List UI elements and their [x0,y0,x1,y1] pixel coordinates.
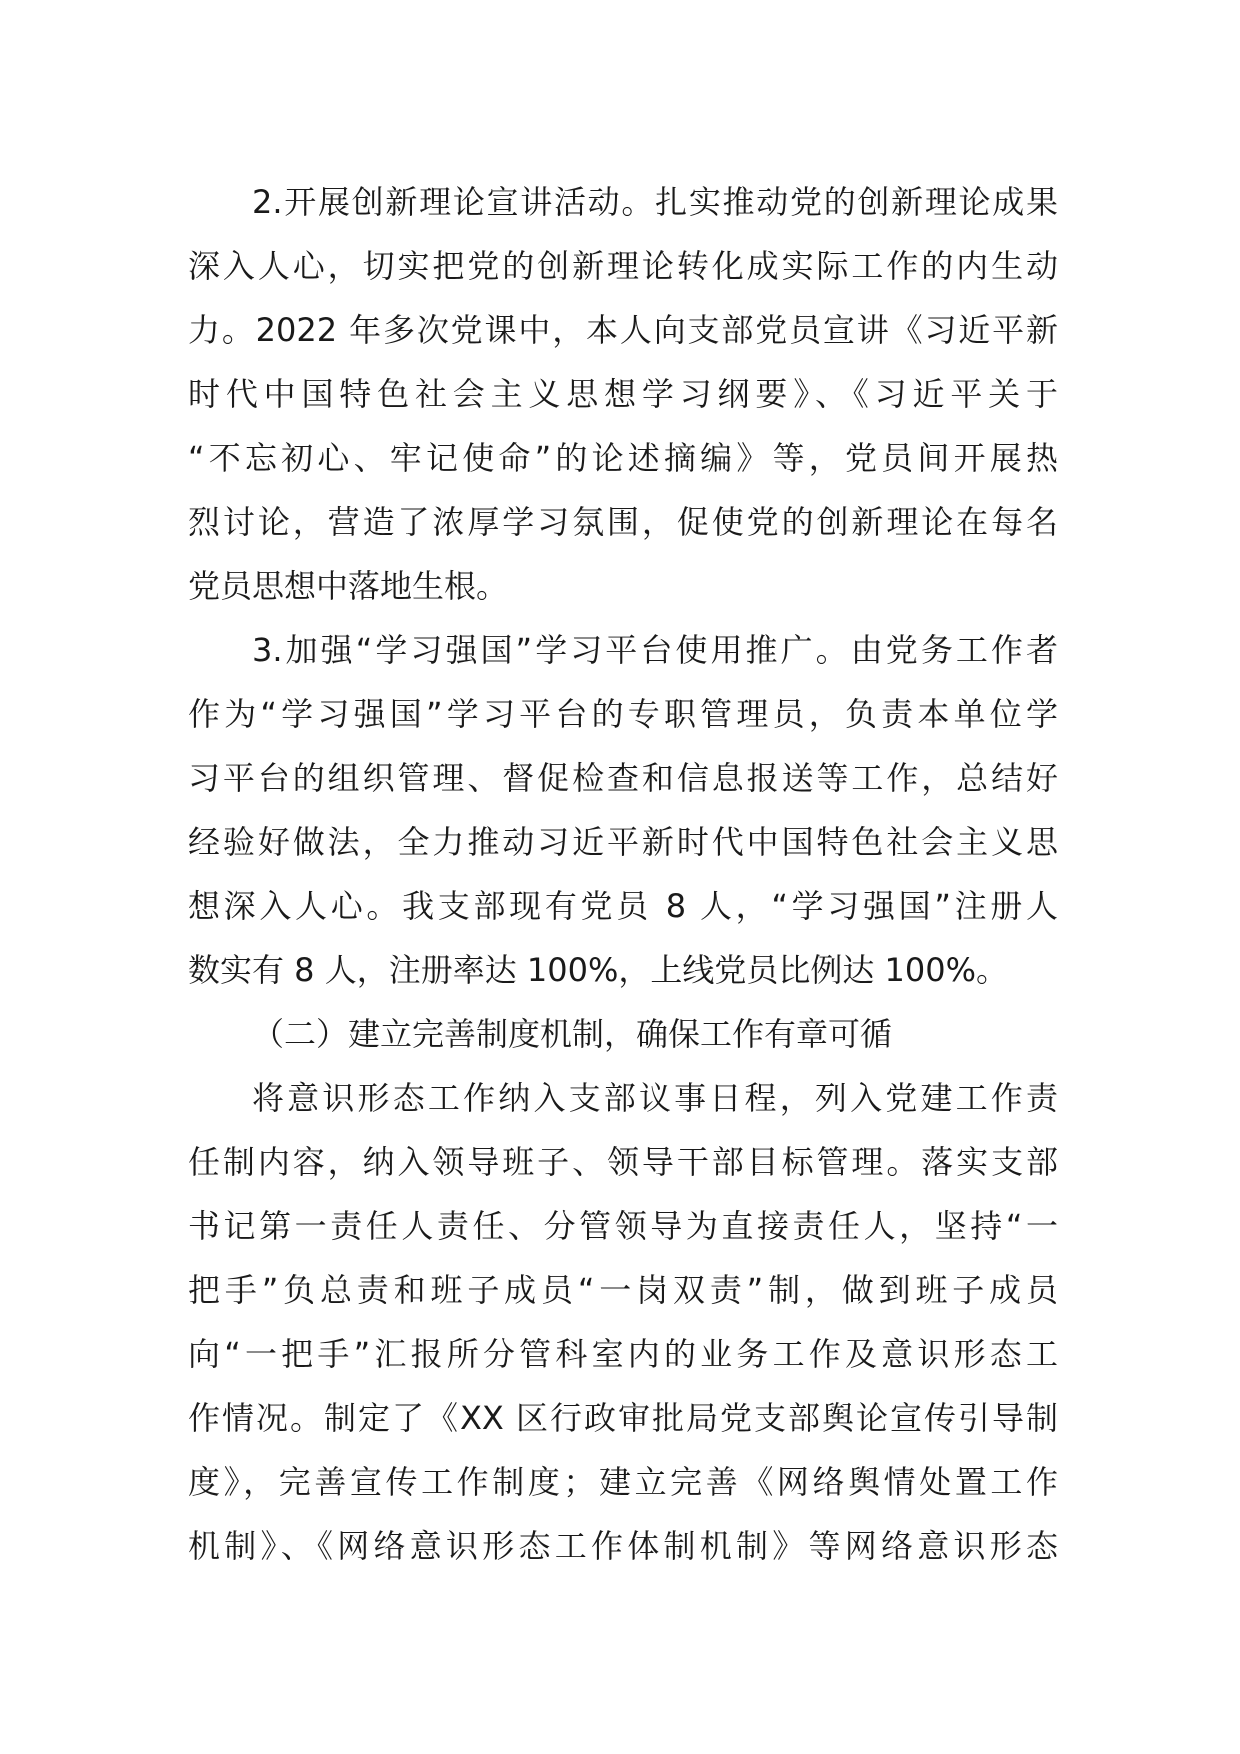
paragraph-2-line-5: “不忘初心、牢记使命”的论述摘编》等，党员间开展热 [188,439,1058,477]
paragraph-3-line-4: 经验好做法，全力推动习近平新时代中国特色社会主义思 [188,823,1058,861]
paragraph-2-line-3: 力。2022 年多次党课中，本人向支部党员宣讲《习近平新 [188,311,1058,349]
paragraph-4-line-3: 书记第一责任人责任、分管领导为直接责任人，坚持“一 [188,1207,1058,1245]
paragraph-4-line-4: 把手”负总责和班子成员“一岗双责”制，做到班子成员 [188,1271,1058,1309]
paragraph-4-line-8: 机制》、《网络意识形态工作体制机制》等网络意识形态 [188,1527,1058,1565]
paragraph-2-line-1: 2.开展创新理论宣讲活动。扎实推动党的创新理论成果 [252,183,1058,221]
paragraph-3-line-3: 习平台的组织管理、督促检查和信息报送等工作，总结好 [188,759,1058,797]
paragraph-3-line-2: 作为“学习强国”学习平台的专职管理员，负责本单位学 [188,695,1058,733]
paragraph-4-line-6: 作情况。制定了《XX 区行政审批局党支部舆论宣传引导制 [188,1399,1058,1437]
paragraph-3-line-6: 数实有 8 人，注册率达 100%，上线党员比例达 100%。 [188,951,1009,989]
paragraph-2-line-2: 深入人心，切实把党的创新理论转化成实际工作的内生动 [188,247,1058,285]
paragraph-2-line-4: 时代中国特色社会主义思想学习纲要》、《习近平关于 [188,375,1058,413]
paragraph-3-line-5: 想深入人心。我支部现有党员 8 人，“学习强国”注册人 [188,887,1058,925]
paragraph-4-line-1: 将意识形态工作纳入支部议事日程，列入党建工作责 [252,1079,1058,1117]
paragraph-4-line-2: 任制内容，纳入领导班子、领导干部目标管理。落实支部 [188,1143,1058,1181]
paragraph-4-line-5: 向“一把手”汇报所分管科室内的业务工作及意识形态工 [188,1335,1058,1373]
paragraph-4-line-7: 度》，完善宣传工作制度；建立完善《网络舆情处置工作 [188,1463,1058,1501]
paragraph-3-line-1: 3.加强“学习强国”学习平台使用推广。由党务工作者 [252,631,1058,669]
paragraph-2-line-6: 烈讨论，营造了浓厚学习氛围，促使党的创新理论在每名 [188,503,1058,541]
section-heading-2: （二）建立完善制度机制，确保工作有章可循 [252,1015,893,1053]
paragraph-2-line-7: 党员思想中落地生根。 [188,567,509,605]
